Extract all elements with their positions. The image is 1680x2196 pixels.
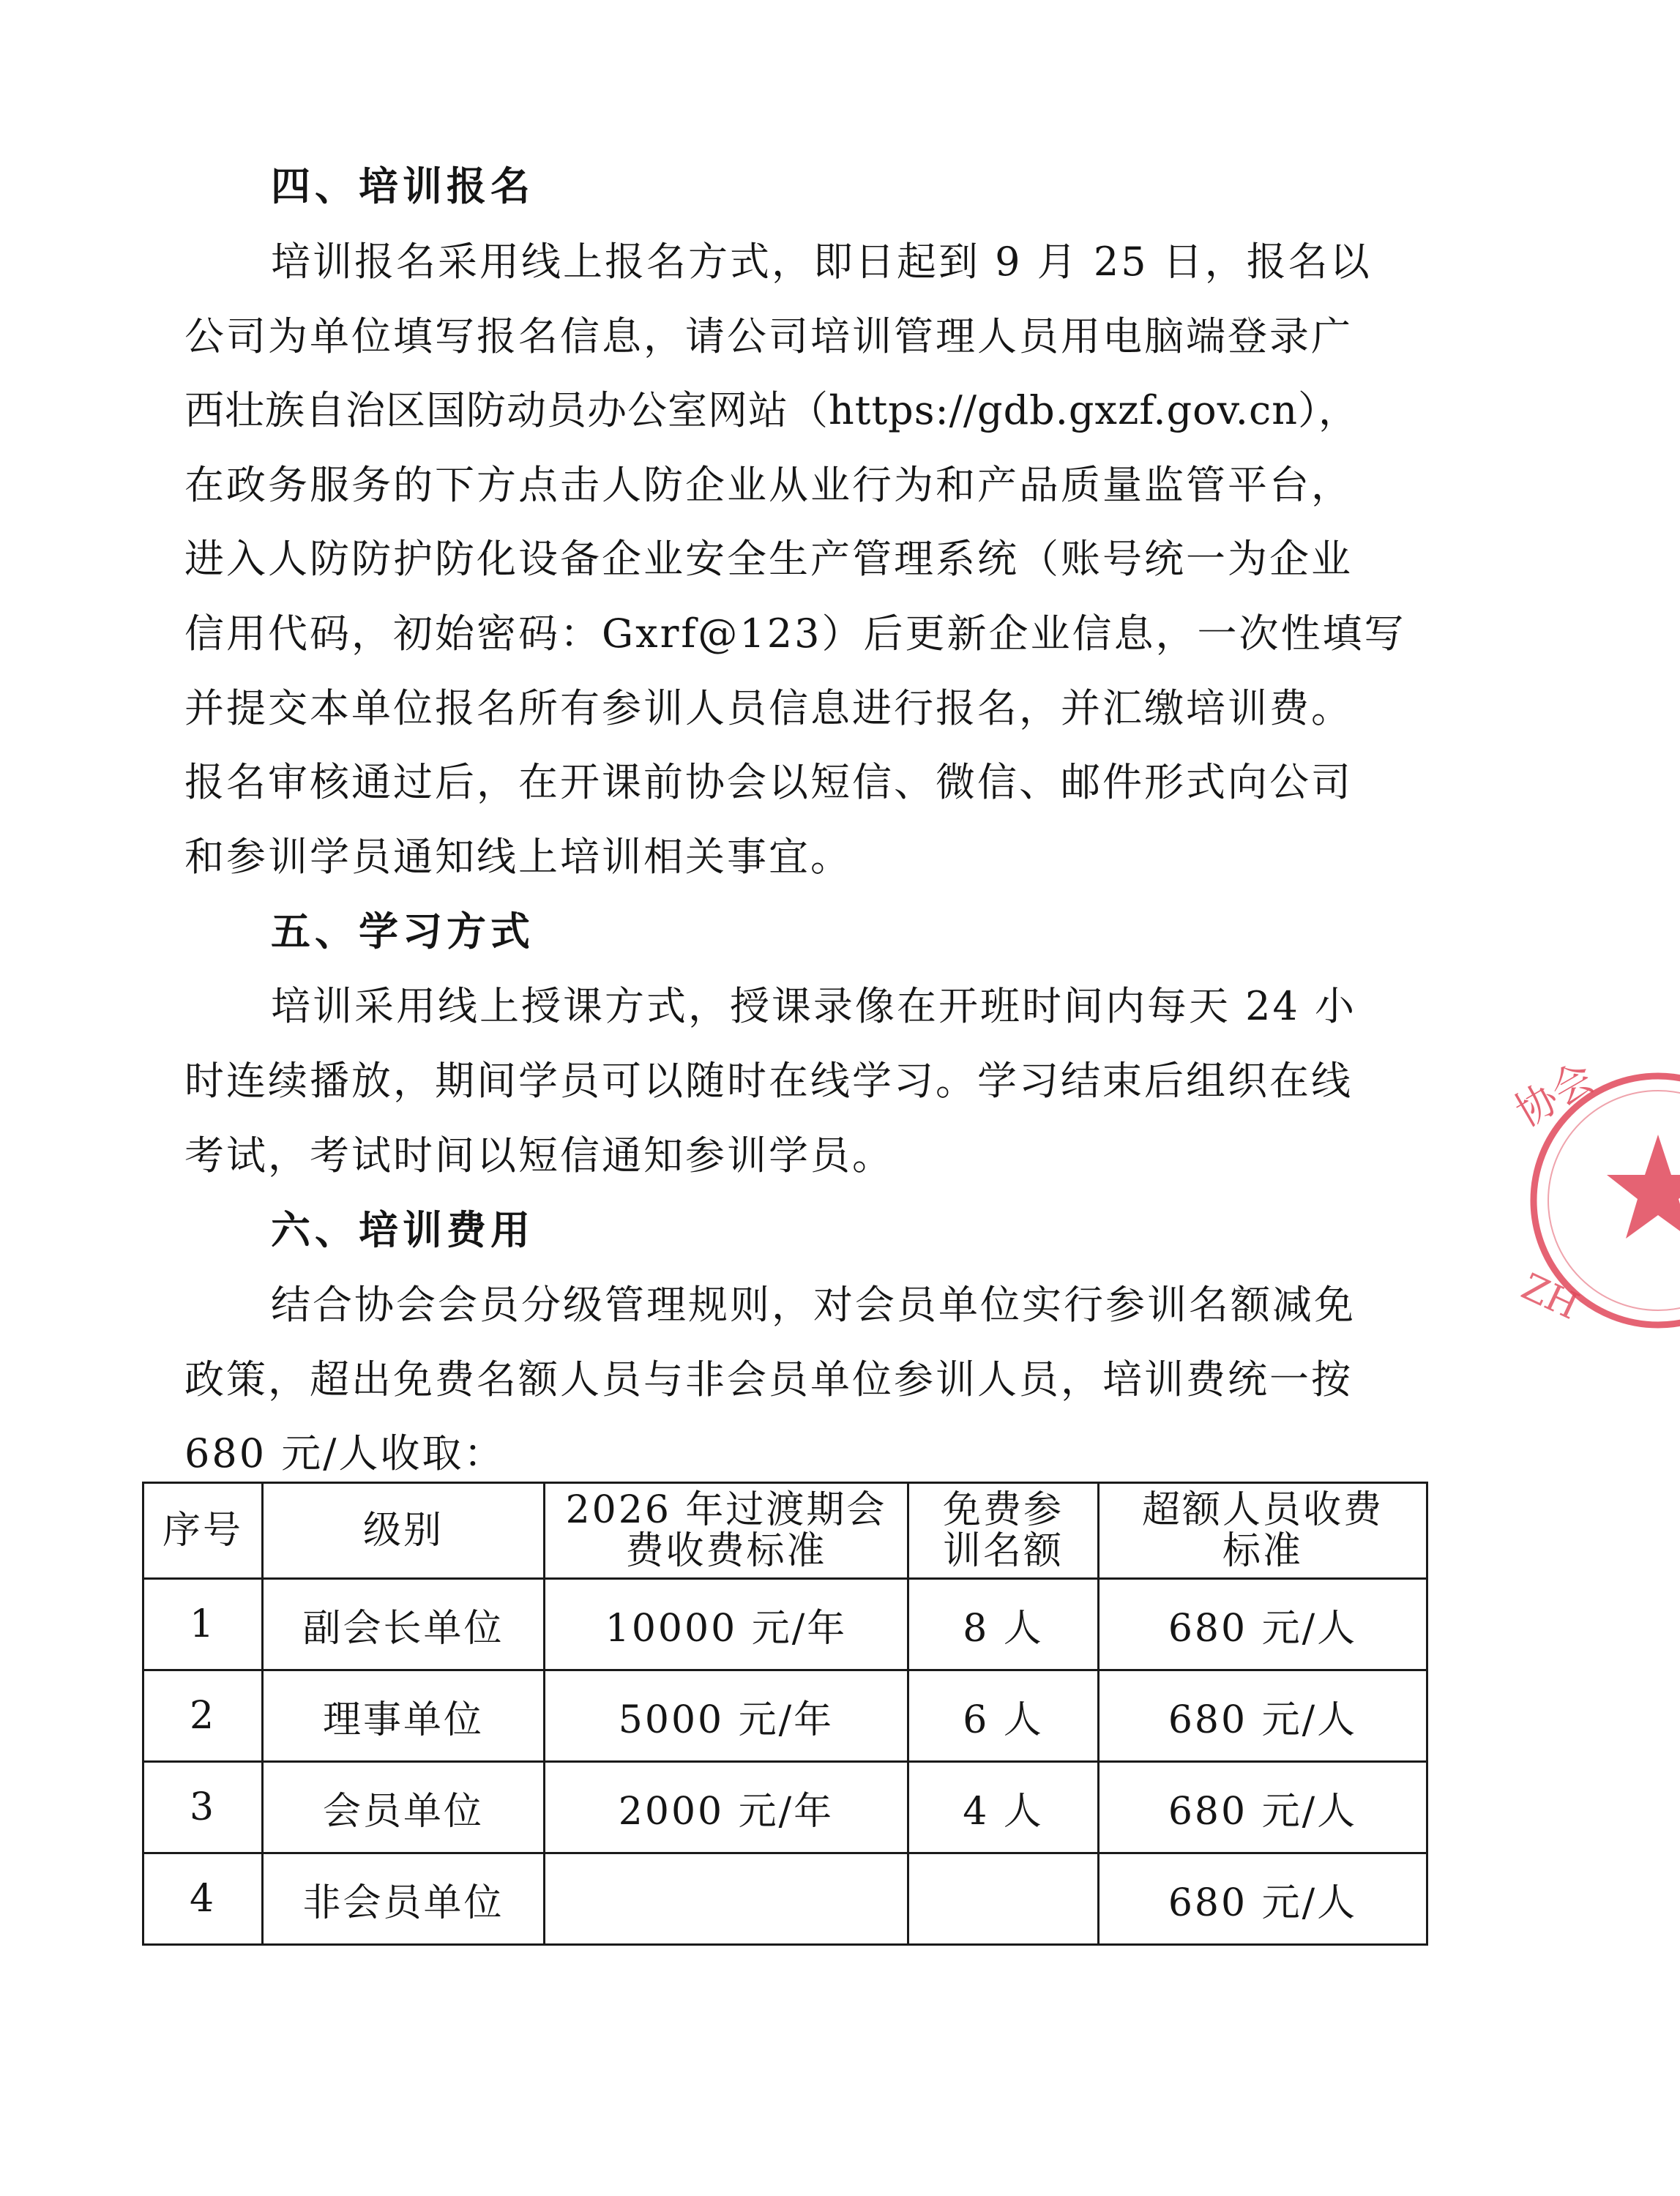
- cell-index: 4: [143, 1853, 263, 1945]
- section4-heading: 四、培训报名: [271, 163, 534, 209]
- header-excess-fee: [1099, 1483, 1427, 1579]
- section5-line-0: 培训采用线上授课方式，授课录像在开班时间内每天 24 小: [271, 983, 1357, 1029]
- table-row: [143, 1762, 1427, 1853]
- header-free-quota-line2: 训名额: [942, 1529, 1064, 1573]
- cell-free-quota: 8 人: [908, 1579, 1099, 1670]
- header-fee-standard-line1: 2026 年过渡期会: [565, 1488, 887, 1532]
- cell-excess-fee: 680 元/人: [1099, 1853, 1427, 1945]
- cell-level: 非会员单位: [263, 1853, 545, 1945]
- header-fee-standard-line2: 费收费标准: [625, 1529, 827, 1573]
- section6-line-1: 政策，超出免费名额人员与非会员单位参训人员，培训费统一按: [184, 1356, 1353, 1403]
- section4-line-6: 并提交本单位报名所有参训人员信息进行报名，并汇缴培训费。: [184, 685, 1353, 731]
- section5-line-2: 考试，考试时间以短信通知参训学员。: [184, 1132, 894, 1179]
- header-fee-standard: [545, 1483, 908, 1579]
- section4-line-7: 报名审核通过后，在开课前协会以短信、微信、邮件形式向公司: [184, 759, 1353, 805]
- section6-heading: 六、培训费用: [271, 1207, 534, 1253]
- cell-free-quota: [908, 1853, 1099, 1945]
- seal-star-icon: [1607, 1135, 1680, 1239]
- cell-excess-fee: 680 元/人: [1099, 1762, 1427, 1853]
- cell-index: 2: [143, 1670, 263, 1762]
- section6-line-0: 结合协会会员分级管理规则，对会员单位实行参训名额减免: [271, 1282, 1356, 1328]
- header-level: [263, 1483, 545, 1579]
- cell-fee-standard: 2000 元/年: [545, 1762, 908, 1853]
- header-level-text: 级别: [362, 1509, 444, 1553]
- table-row: [143, 1853, 1427, 1945]
- cell-index: 3: [143, 1762, 263, 1853]
- header-free-quota: [908, 1483, 1099, 1579]
- section4-line-5: 信用代码，初始密码：Gxrf@123）后更新企业信息，一次性填写: [184, 610, 1406, 657]
- section4-line-4: 进入人防防护防化设备企业安全生产管理系统（账号统一为企业: [184, 536, 1353, 582]
- svg-text:ZH: ZH: [1515, 1265, 1586, 1328]
- header-free-quota-line1: 免费参: [942, 1488, 1064, 1532]
- cell-level: 会员单位: [263, 1762, 545, 1853]
- header-index-text: 序号: [162, 1509, 243, 1553]
- cell-fee-standard: [545, 1853, 908, 1945]
- cell-level: 副会长单位: [263, 1579, 545, 1670]
- fee-table-header-row: [143, 1483, 1427, 1579]
- cell-level: 理事单位: [263, 1670, 545, 1762]
- section4-line-1: 公司为单位填写报名信息，请公司培训管理人员用电脑端登录广: [184, 313, 1353, 359]
- fee-table: [142, 1482, 1428, 1946]
- header-index: [143, 1483, 263, 1579]
- seal-text: 协会: [1507, 1053, 1602, 1137]
- table-row: [143, 1670, 1427, 1762]
- header-excess-fee-line1: 超额人员收费: [1141, 1488, 1384, 1532]
- cell-excess-fee: 680 元/人: [1099, 1579, 1427, 1670]
- section4-line-8: 和参训学员通知线上培训相关事宜。: [184, 834, 852, 880]
- header-excess-fee-line2: 标准: [1222, 1529, 1303, 1573]
- cell-excess-fee: 680 元/人: [1099, 1670, 1427, 1762]
- section4-line-2: 西壮族自治区国防动员办公室网站（https://gdb.gxzf.gov.cn），: [184, 387, 1359, 433]
- section5-line-1: 时连续播放，期间学员可以随时在线学习。学习结束后组织在线: [184, 1058, 1353, 1104]
- section5-heading: 五、学习方式: [271, 908, 534, 955]
- section4-line-0: 培训报名采用线上报名方式，即日起到 9 月 25 日，报名以: [271, 239, 1372, 285]
- cell-free-quota: 6 人: [908, 1670, 1099, 1762]
- cell-free-quota: 4 人: [908, 1762, 1099, 1853]
- cell-index: 1: [143, 1579, 263, 1670]
- official-seal-stamp: [1490, 1054, 1680, 1347]
- section4-line-3: 在政务服务的下方点击人防企业从业行为和产品质量监管平台，: [184, 462, 1353, 508]
- table-row: [143, 1579, 1427, 1670]
- cell-fee-standard: 5000 元/年: [545, 1670, 908, 1762]
- cell-fee-standard: 10000 元/年: [545, 1579, 908, 1670]
- section6-line-2: 680 元/人收取：: [184, 1430, 506, 1476]
